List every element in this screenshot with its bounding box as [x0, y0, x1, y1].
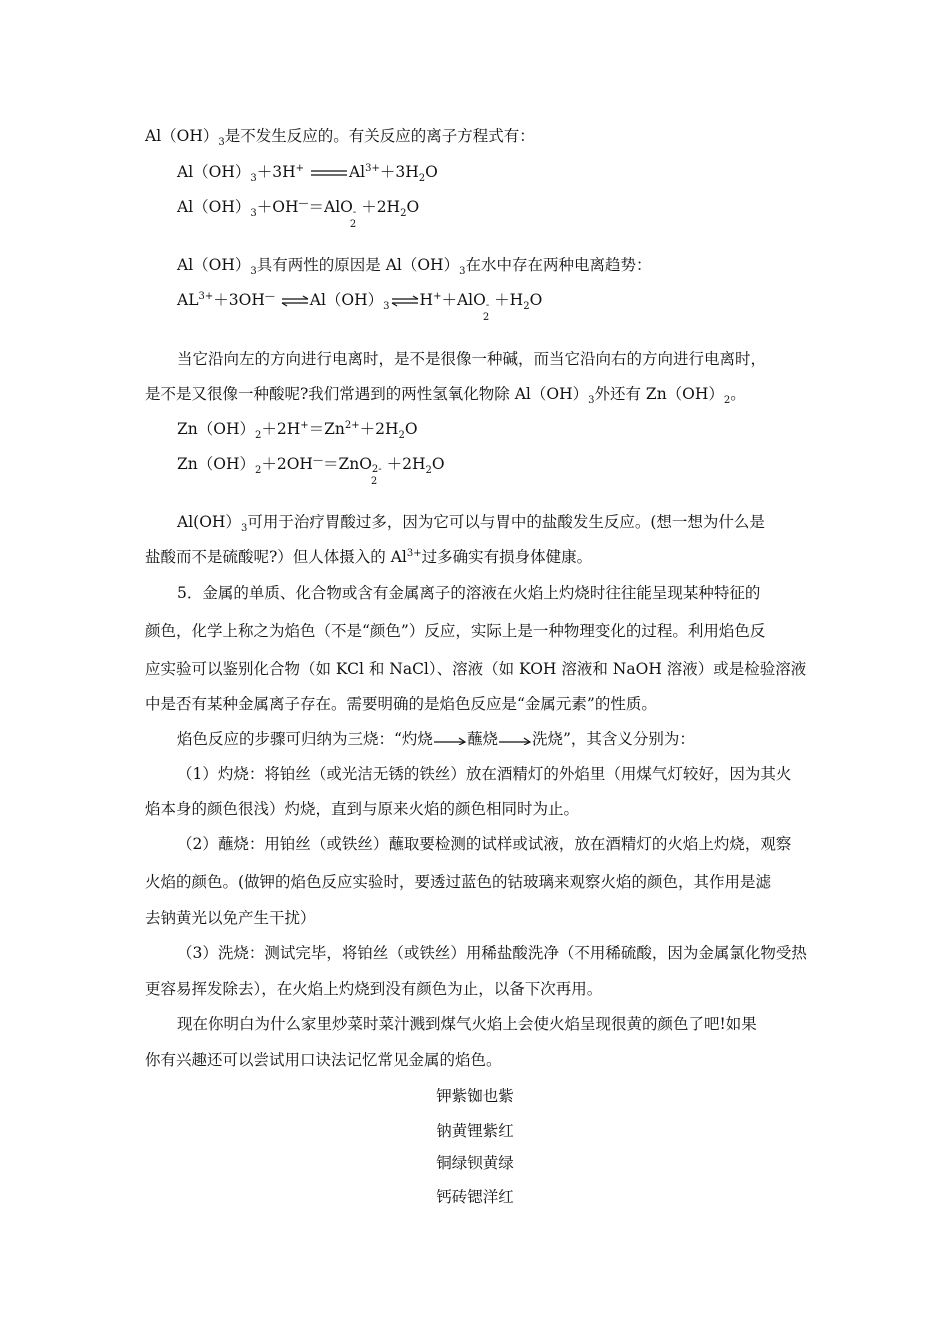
text: 现在你明白为什么家里炒菜时菜汁溅到煤气火焰上会使火焰呈现很黄的颜色了吧!如果	[177, 1015, 757, 1033]
subscript: 3	[459, 266, 466, 277]
subscript: 3	[383, 301, 390, 312]
paragraph-three-steps	[177, 729, 695, 749]
text: ＋3OH	[213, 291, 265, 309]
subscript: 2	[723, 395, 731, 406]
subscript: 3	[588, 395, 595, 406]
superscript: 2+	[344, 420, 360, 431]
text: O	[425, 163, 438, 181]
text: Al（OH）	[177, 198, 251, 216]
paragraph-flame-test-4	[145, 694, 657, 714]
text: 5．金属的单质、化合物或含有金属离子的溶液在火焰上灼烧时往往能呈现某种特征的	[177, 584, 761, 602]
paragraph-antacid-2	[145, 547, 592, 567]
text: Zn（OH）	[177, 455, 255, 473]
text: ＝AlO	[308, 198, 353, 216]
subscript: 2	[398, 430, 405, 441]
text: ＋OH	[256, 198, 299, 216]
mnemonic-line: 铜绿钡黄绿	[436, 1154, 514, 1172]
text: 蘸烧	[466, 730, 498, 748]
paragraph-acid-base-analogy	[177, 349, 766, 369]
paragraph-flame-test-2	[145, 621, 765, 641]
text: ＋2H	[261, 420, 301, 438]
text: （1）灼烧：将铂丝（或光洁无锈的铁丝）放在酒精灯的外焰里（用煤气灯较好，因为其火	[177, 765, 792, 783]
text: 具有两性的原因是 Al（OH）	[256, 256, 460, 274]
paragraph-acid-base-analogy-2	[145, 384, 746, 404]
superscript: 3+	[365, 163, 380, 174]
subscript: 3	[250, 173, 257, 184]
superscript: —	[298, 198, 309, 209]
step-2-line-1	[177, 834, 791, 854]
text: 盐酸而不是硫酸呢?）但人体摄入的 Al	[145, 548, 407, 566]
step-2-line-2	[145, 872, 771, 892]
text: 去钠黄光以免产生干扰）	[145, 909, 316, 927]
step-3-line-1	[177, 943, 807, 963]
text: H	[419, 291, 434, 309]
double-line-equals-icon	[309, 168, 349, 178]
subscript: 2	[523, 301, 530, 312]
subscript-below: 2	[482, 312, 490, 323]
text: Al（OH）	[145, 127, 219, 145]
mnemonic-line: 钾紫铷也紫	[436, 1087, 514, 1105]
mnemonic-line: 钠黄锂紫红	[436, 1122, 514, 1140]
text: 可用于治疗胃酸过多，因为它可以与胃中的盐酸发生反应。(想一想为什么是	[247, 513, 765, 531]
text: ＝ZnO	[322, 455, 372, 473]
subscript: 3	[218, 137, 225, 148]
subscript: - 2	[349, 207, 357, 230]
text: Zn（OH）	[177, 420, 255, 438]
subscript: - 2	[482, 300, 490, 323]
text: 在水中存在两种电离趋势：	[465, 256, 652, 274]
text: O	[529, 291, 543, 309]
text: AL	[177, 291, 199, 309]
paragraph-closing-1	[177, 1014, 757, 1034]
superscript: —	[264, 291, 275, 302]
text: ＋2H	[386, 455, 426, 473]
paragraph-flame-test-1	[177, 583, 760, 603]
subscript: 2	[254, 430, 262, 441]
subscript-below: 2	[370, 476, 378, 487]
step-1-line-2	[145, 799, 579, 819]
subscript: 2	[425, 465, 432, 476]
text: Al（OH）	[177, 256, 251, 274]
text: Al	[348, 163, 366, 181]
superscript: +	[433, 291, 442, 302]
text: ＋3H	[379, 163, 419, 181]
subscript: 2	[400, 208, 407, 219]
paragraph-aloh3-intro	[145, 126, 535, 146]
subscript: 2	[418, 173, 426, 184]
text: 应实验可以鉴别化合物（如 KCl 和 NaCl）、溶液（如 KOH 溶液和 NaOH 溶液）或是检验溶液	[145, 660, 807, 678]
right-arrow-icon	[498, 735, 532, 745]
text: 外还有 Zn（OH）	[594, 385, 724, 403]
paragraph-flame-test-3	[145, 659, 806, 679]
text: （3）洗烧：测试完毕，将铂丝（或铁丝）用稀盐酸洗净（不用稀硫酸，因为金属氯化物受热	[177, 944, 807, 962]
text: 当它沿向左的方向进行电离时，是不是很像一种碱，而当它沿向右的方向进行电离时，	[177, 350, 767, 368]
subscript: 3	[250, 208, 257, 219]
text: ＋2OH	[261, 455, 313, 473]
step-1-line-1	[177, 764, 791, 784]
step-2-line-3	[145, 908, 316, 928]
mnemonic-line: 钙砖锶洋红	[436, 1188, 514, 1206]
text: Al(OH）	[177, 513, 241, 531]
equation-ionization-equilibrium	[177, 290, 543, 323]
superscript: 3+	[198, 291, 214, 302]
text: ＋2H	[359, 420, 399, 438]
text: 过多确实有损身体健康。	[421, 548, 593, 566]
text: O	[431, 455, 445, 473]
text: 是不是又很像一种酸呢?我们常遇到的两性氢氧化物除 Al（OH）	[145, 385, 589, 403]
text: O	[404, 420, 418, 438]
text: Al（OH）	[177, 163, 251, 181]
equation-aloh3-acid	[177, 162, 438, 182]
text: ＋AlO	[441, 291, 486, 309]
text: 更容易挥发除去），在火焰上灼烧到没有颜色为止，以备下次再用。	[145, 980, 603, 998]
reversible-arrow-icon	[280, 295, 310, 307]
text: Al（OH）	[309, 291, 384, 309]
text: 颜色，化学上称之为焰色（不是“颜色”）反应，实际上是一种物理变化的过程。利用焰色反	[145, 622, 766, 640]
text: ＋H	[494, 291, 524, 309]
text: 中是否有某种金属离子存在。需要明确的是焰色反应是“金属元素”的性质。	[145, 695, 657, 713]
equation-aloh3-base	[177, 197, 420, 230]
subscript: 3	[250, 266, 257, 277]
paragraph-antacid	[177, 512, 765, 532]
text: O	[406, 198, 420, 216]
text: 。	[730, 385, 746, 403]
text: 洗烧”，其含义分别为：	[531, 730, 695, 748]
paragraph-amphoteric-reason	[177, 255, 651, 275]
text: （2）蘸烧：用铂丝（或铁丝）蘸取要检测的试样或试液，放在酒精灯的火焰上灼烧，观察	[177, 835, 792, 853]
text: 是不发生反应的。有关反应的离子方程式有：	[224, 127, 535, 145]
reversible-arrow-icon	[390, 295, 420, 307]
text: ＋3H	[256, 163, 296, 181]
equation-znoh2-base	[177, 454, 445, 487]
text: 焰色反应的步骤可归纳为三烧：“灼烧	[177, 730, 433, 748]
text: ＝Zn	[308, 420, 345, 438]
text: 你有兴趣还可以尝试用口诀法记忆常见金属的焰色。	[145, 1051, 502, 1069]
superscript: +	[300, 420, 309, 431]
paragraph-closing-2	[145, 1050, 502, 1070]
text: ＋2H	[361, 198, 401, 216]
step-3-line-2	[145, 979, 602, 999]
equation-znoh2-acid	[177, 419, 418, 439]
subscript: 3	[240, 523, 248, 534]
superscript: —	[312, 455, 323, 466]
text: 火焰的颜色。(做钾的焰色反应实验时，要透过蓝色的钴玻璃来观察火焰的颜色，其作用是滤	[145, 873, 772, 891]
superscript: +	[295, 163, 305, 174]
subscript-below: 2	[349, 219, 357, 230]
superscript: 3+	[406, 548, 422, 559]
text: 焰本身的颜色很浅）灼烧，直到与原来火焰的颜色相同时为止。	[145, 800, 580, 818]
right-arrow-icon	[433, 735, 467, 745]
subscript: 2	[254, 465, 262, 476]
subscript: 2- 2	[370, 464, 382, 487]
